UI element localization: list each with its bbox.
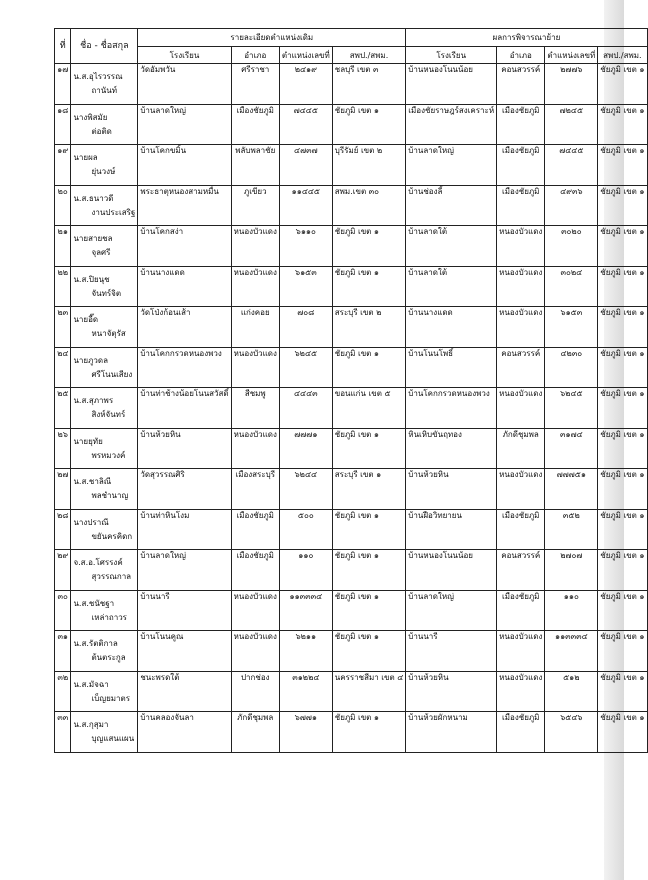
cell-old-school: วัดสุวรรณศิริ	[138, 469, 231, 510]
table-row	[55, 469, 648, 510]
cell-name	[71, 64, 138, 105]
table-row	[55, 712, 648, 753]
first-name: น.ส.ปิยนุช	[73, 274, 110, 284]
cell-no: ๓๒	[55, 671, 71, 712]
cell-new-position-no: ๒๗๗๖	[545, 64, 598, 105]
header-new-district: อำเภอ	[497, 47, 545, 64]
cell-old-school: บ้านนางแดด	[138, 266, 231, 307]
cell-name	[71, 671, 138, 712]
table-body	[55, 64, 648, 753]
cell-new-office: ชัยภูมิ เขต ๑	[598, 671, 647, 712]
header-old-position: รายละเอียดตำแหน่งเดิม	[138, 29, 406, 47]
cell-old-district: สีชมพู	[231, 388, 279, 429]
cell-old-school: บ้านโคกขมิ้น	[138, 145, 231, 186]
cell-new-office: ชัยภูมิ เขต ๑	[598, 388, 647, 429]
cell-old-position-no: ๗๗๗๑	[279, 428, 332, 469]
first-name: น.ส.มัจฉา	[73, 679, 109, 689]
first-name: จ.ส.อ.โศรรงค์	[73, 558, 123, 567]
cell-new-district: เมืองชัยภูมิ	[497, 590, 545, 631]
cell-old-position-no: ๑๑๐	[279, 550, 332, 591]
cell-no: ๑๗	[55, 64, 71, 105]
cell-no: ๓๑	[55, 631, 71, 672]
cell-new-school: หินเหิบขันฤทอง	[406, 428, 497, 469]
cell-new-position-no: ๕๑๒	[545, 671, 598, 712]
header-new-school: โรงเรียน	[406, 47, 497, 64]
cell-new-district: หนองบัวแดง	[497, 671, 545, 712]
cell-new-position-no: ๓๐๒๐	[545, 226, 598, 267]
cell-new-position-no: ๔๙๓๖	[545, 185, 598, 226]
cell-old-position-no: ๔๗๓๗	[279, 145, 332, 186]
first-name: น.ส.อุไรวรรณ	[73, 72, 123, 81]
cell-new-district: หนองบัวแดง	[497, 469, 545, 510]
cell-old-district: เมืองชัยภูมิ	[231, 509, 279, 550]
cell-new-district: คอนสวรรค์	[497, 550, 545, 591]
cell-new-district: เมืองชัยภูมิ	[497, 712, 545, 753]
cell-old-position-no: ๖๒๑๑	[279, 631, 332, 672]
cell-new-school: บ้านหนองโนนน้อย	[406, 550, 497, 591]
cell-old-position-no: ๔๔๔๓	[279, 388, 332, 429]
cell-old-school: บ้านท่าช้างน้อยโนนสวัสดิ์	[138, 388, 231, 429]
cell-old-school: วัดโป่งก้อนเส้า	[138, 307, 231, 348]
cell-new-school: บ้านฝือวิทยายน	[406, 509, 497, 550]
cell-old-position-no: ๗๐๘	[279, 307, 332, 348]
cell-old-position-no: ๒๔๑๙	[279, 64, 332, 105]
cell-new-school: บ้านห้วยหิน	[406, 469, 497, 510]
first-name: น.ส.ชาลิณี	[73, 477, 112, 486]
cell-new-position-no: ๗๔๔๕	[545, 145, 598, 186]
cell-old-position-no: ๖๑๕๓	[279, 266, 332, 307]
cell-new-school: บ้านนางแดด	[406, 307, 497, 348]
cell-new-office: ชัยภูมิ เขต ๑	[598, 590, 647, 631]
cell-name	[71, 631, 138, 672]
cell-new-office: ชัยภูมิ เขต ๑	[598, 226, 647, 267]
cell-new-district: เมืองชัยภูมิ	[497, 145, 545, 186]
cell-old-office: สระบุรี เขต ๒	[332, 307, 406, 348]
cell-no: ๒๔	[55, 347, 71, 388]
cell-new-school: บ้านโคกกรวดหนองพวง	[406, 388, 497, 429]
cell-no: ๓๐	[55, 590, 71, 631]
cell-new-district: หนองบัวแดง	[497, 266, 545, 307]
cell-new-office: ชัยภูมิ เขต ๑	[598, 509, 647, 550]
cell-new-school: บ้านนารี	[406, 631, 497, 672]
cell-old-district: หนองบัวแดง	[231, 226, 279, 267]
header-no: ที่	[55, 29, 71, 64]
cell-name	[71, 104, 138, 145]
table-row	[55, 428, 648, 469]
cell-no: ๒๖	[55, 428, 71, 469]
header-new-office: สพป./สพม.	[598, 47, 647, 64]
cell-old-office: ชัยภูมิ เขต ๑	[332, 712, 406, 753]
cell-name	[71, 388, 138, 429]
cell-old-school: บ้านท่าหินโงม	[138, 509, 231, 550]
cell-old-office: ชัยภูมิ เขต ๑	[332, 347, 406, 388]
cell-no: ๒๒	[55, 266, 71, 307]
cell-old-district: หนองบัวแดง	[231, 590, 279, 631]
cell-new-office: ชัยภูมิ เขต ๑	[598, 469, 647, 510]
first-name: นายอี๊ด	[73, 315, 99, 324]
last-name: พลชำนาญ	[91, 491, 129, 500]
cell-name	[71, 590, 138, 631]
header-old-position-no: ตำแหน่งเลขที่	[279, 47, 332, 64]
cell-name	[71, 469, 138, 510]
last-name: สุวรรณกาล	[91, 572, 132, 581]
cell-old-position-no: ๕๐๐	[279, 509, 332, 550]
header-new-position-no: ตำแหน่งเลขที่	[545, 47, 598, 64]
cell-old-office: ชัยภูมิ เขต ๑	[332, 226, 406, 267]
header-old-office: สพป./สพม.	[332, 47, 406, 64]
cell-new-position-no: ๗๗๗๕๑	[545, 469, 598, 510]
cell-name	[71, 550, 138, 591]
last-name: ขยันครคิดก	[91, 531, 133, 541]
cell-old-school: บ้านห้วยหิน	[138, 428, 231, 469]
cell-old-district: หนองบัวแดง	[231, 631, 279, 672]
header-old-district: อำเภอ	[231, 47, 279, 64]
last-name: ศรีโนนเสียง	[91, 369, 133, 379]
cell-no: ๒๓	[55, 307, 71, 348]
table-row	[55, 64, 648, 105]
cell-no: ๑๘	[55, 104, 71, 145]
cell-name	[71, 226, 138, 267]
cell-old-office: บุรีรัมย์ เขต ๒	[332, 145, 406, 186]
cell-no: ๒๑	[55, 226, 71, 267]
cell-new-school: บ้านห้วยหิน	[406, 671, 497, 712]
first-name: น.ส.ธนาวดี	[73, 193, 114, 203]
last-name: ยุ่นวงษ์	[91, 167, 116, 176]
cell-new-school: เมืองชัยราษฎร์สงเคราะห์	[406, 104, 497, 145]
first-name: นางพิสมัย	[73, 112, 108, 122]
cell-new-district: เมืองชัยภูมิ	[497, 104, 545, 145]
cell-new-office: ชัยภูมิ เขต ๑	[598, 104, 647, 145]
cell-name	[71, 347, 138, 388]
cell-old-office: ชลบุรี เขต ๓	[332, 64, 406, 105]
cell-new-district: เมืองชัยภูมิ	[497, 509, 545, 550]
cell-old-school: บ้านโคกสง่า	[138, 226, 231, 267]
table-row	[55, 550, 648, 591]
last-name: ถานันท์	[91, 86, 117, 95]
cell-new-position-no: ๖๕๔๖	[545, 712, 598, 753]
cell-old-district: ศรีราชา	[231, 64, 279, 105]
cell-new-school: บ้านลาดใหญ่	[406, 145, 497, 186]
last-name: สิงห์จันทร์	[91, 410, 126, 419]
first-name: นางปราณี	[73, 517, 109, 527]
header-row-1	[55, 29, 648, 47]
cell-no: ๒๐	[55, 185, 71, 226]
cell-no: ๓๓	[55, 712, 71, 753]
cell-new-position-no: ๔๒๓๐	[545, 347, 598, 388]
cell-new-office: ชัยภูมิ เขต ๑	[598, 550, 647, 591]
cell-new-district: คอนสวรรค์	[497, 64, 545, 105]
cell-old-office: ชัยภูมิ เขต ๑	[332, 590, 406, 631]
cell-old-school: พระธาตุหนองสามหมื่น	[138, 185, 231, 226]
cell-new-district: หนองบัวแดง	[497, 307, 545, 348]
cell-old-office: ชัยภูมิ เขต ๑	[332, 509, 406, 550]
table-row	[55, 509, 648, 550]
cell-no: ๒๗	[55, 469, 71, 510]
header-old-school: โรงเรียน	[138, 47, 231, 64]
cell-old-position-no: ๖๒๔๔	[279, 469, 332, 510]
cell-new-district: หนองบัวแดง	[497, 226, 545, 267]
cell-old-office: ชัยภูมิ เขต ๑	[332, 550, 406, 591]
cell-new-position-no: ๓๑๗๔	[545, 428, 598, 469]
cell-old-district: ภักดีชุมพล	[231, 712, 279, 753]
cell-old-position-no: ๗๔๔๕	[279, 104, 332, 145]
cell-old-office: ชัยภูมิ เขต ๑	[332, 428, 406, 469]
first-name: น.ส.กุสุมา	[73, 720, 109, 729]
cell-new-position-no: ๑๑๐	[545, 590, 598, 631]
cell-no: ๒๕	[55, 388, 71, 429]
last-name: งานประเสริฐ	[91, 207, 136, 217]
cell-new-school: บ้านลาดใต้	[406, 226, 497, 267]
cell-old-district: เมืองชัยภูมิ	[231, 104, 279, 145]
cell-name	[71, 185, 138, 226]
cell-no: ๒๙	[55, 550, 71, 591]
cell-new-district: คอนสวรรค์	[497, 347, 545, 388]
cell-new-position-no: ๓๕๒	[545, 509, 598, 550]
cell-name	[71, 307, 138, 348]
cell-old-position-no: ๑๑๔๔๕	[279, 185, 332, 226]
cell-new-office: ชัยภูมิ เขต ๑	[598, 266, 647, 307]
cell-old-position-no: ๓๑๒๒๔	[279, 671, 332, 712]
first-name: น.ส.รัตติกาล	[73, 639, 118, 648]
cell-old-district: เมืองชัยภูมิ	[231, 550, 279, 591]
cell-old-district: หนองบัวแดง	[231, 428, 279, 469]
cell-new-school: บ้านโนนโพธิ์	[406, 347, 497, 388]
cell-old-position-no: ๖๗๗๑	[279, 712, 332, 753]
transfer-table	[54, 28, 648, 753]
first-name: นายสายชล	[73, 234, 113, 243]
cell-name	[71, 266, 138, 307]
cell-old-school: บ้านโคกกรวดหนองพวง	[138, 347, 231, 388]
last-name: พรหมวงค์	[91, 450, 126, 460]
cell-no: ๒๘	[55, 509, 71, 550]
table-row	[55, 185, 648, 226]
cell-old-school: วัดอัมพวัน	[138, 64, 231, 105]
table-row	[55, 226, 648, 267]
cell-new-district: หนองบัวแดง	[497, 388, 545, 429]
cell-old-district: หนองบัวแดง	[231, 266, 279, 307]
cell-old-school: บ้านนารี	[138, 590, 231, 631]
cell-old-school: บ้านคลองจันลา	[138, 712, 231, 753]
table-row	[55, 631, 648, 672]
cell-name	[71, 428, 138, 469]
cell-old-district: เมืองสระบุรี	[231, 469, 279, 510]
last-name: ต่อติด	[91, 126, 112, 136]
cell-old-position-no: ๖๒๔๕	[279, 347, 332, 388]
cell-old-office: ชัยภูมิ เขต ๑	[332, 631, 406, 672]
last-name: บุญแสนแผน	[91, 734, 135, 743]
first-name: นายยุทัย	[73, 436, 103, 446]
cell-new-office: ชัยภูมิ เขต ๑	[598, 712, 647, 753]
cell-new-district: หนองบัวแดง	[497, 631, 545, 672]
table-row	[55, 145, 648, 186]
header-row-2	[55, 47, 648, 64]
first-name: น.ส.ชนัชฐา	[73, 598, 115, 608]
cell-new-school: บ้านลาดใหญ่	[406, 590, 497, 631]
cell-old-position-no: ๑๑๓๓๓๔	[279, 590, 332, 631]
table-row	[55, 590, 648, 631]
last-name: เหล่าถาวร	[91, 612, 127, 622]
cell-old-district: พลับพลาชัย	[231, 145, 279, 186]
table-row	[55, 388, 648, 429]
first-name: นายภูวดล	[73, 355, 108, 365]
cell-old-school: บ้านโนนคูณ	[138, 631, 231, 672]
cell-new-school: บ้านช่องลี้	[406, 185, 497, 226]
cell-new-school: บ้านหนองโนนน้อย	[406, 64, 497, 105]
cell-new-position-no: ๗๒๔๕	[545, 104, 598, 145]
cell-old-school: บ้านลาดใหญ่	[138, 104, 231, 145]
cell-old-position-no: ๖๑๑๐	[279, 226, 332, 267]
last-name: จันทร์จิต	[91, 288, 122, 298]
first-name: นายผล	[73, 153, 98, 162]
cell-old-district: หนองบัวแดง	[231, 347, 279, 388]
cell-new-office: ชัยภูมิ เขต ๑	[598, 347, 647, 388]
cell-new-position-no: ๖๒๔๕	[545, 388, 598, 429]
cell-new-office: ชัยภูมิ เขต ๑	[598, 307, 647, 348]
first-name: น.ส.สุภาพร	[73, 396, 114, 405]
cell-new-office: ชัยภูมิ เขต ๑	[598, 428, 647, 469]
cell-name	[71, 145, 138, 186]
cell-old-district: ภูเขียว	[231, 185, 279, 226]
table-row	[55, 266, 648, 307]
last-name: เบ็ญยมาตร	[91, 693, 131, 703]
header-name: ชื่อ - ชื่อสกุล	[71, 29, 138, 64]
cell-new-position-no: ๖๑๕๓	[545, 307, 598, 348]
cell-old-office: ชัยภูมิ เขต ๑	[332, 266, 406, 307]
cell-old-office: สพม.เขต ๓๐	[332, 185, 406, 226]
cell-old-office: นครราชสีมา เขต ๔	[332, 671, 406, 712]
cell-new-district: ภักดีชุมพล	[497, 428, 545, 469]
last-name: จุลศรี	[91, 248, 111, 257]
header-transfer-result: ผลการพิจารณาย้าย	[406, 29, 647, 47]
last-name: ต้นตระกูล	[91, 653, 126, 662]
cell-name	[71, 712, 138, 753]
last-name: หนาจัตุรัส	[91, 329, 126, 338]
cell-old-school: บ้านลาดใหญ่	[138, 550, 231, 591]
cell-new-office: ชัยภูมิ เขต ๑	[598, 64, 647, 105]
cell-new-school: บ้านห้วยผักหนาม	[406, 712, 497, 753]
table-row	[55, 307, 648, 348]
table-row	[55, 671, 648, 712]
table-row	[55, 104, 648, 145]
cell-old-office: สระบุรี เขต ๑	[332, 469, 406, 510]
cell-new-district: เมืองชัยภูมิ	[497, 185, 545, 226]
table-row	[55, 347, 648, 388]
cell-new-position-no: ๒๗๐๗	[545, 550, 598, 591]
cell-new-office: ชัยภูมิ เขต ๑	[598, 185, 647, 226]
cell-new-position-no: ๓๐๒๔	[545, 266, 598, 307]
cell-old-school: ชนะพรดใต้	[138, 671, 231, 712]
cell-old-district: แก่งคอย	[231, 307, 279, 348]
cell-new-school: บ้านลาดใต้	[406, 266, 497, 307]
cell-old-office: ชัยภูมิ เขต ๑	[332, 104, 406, 145]
cell-old-district: ปากช่อง	[231, 671, 279, 712]
cell-new-office: ชัยภูมิ เขต ๑	[598, 631, 647, 672]
cell-new-position-no: ๑๑๓๓๓๔	[545, 631, 598, 672]
cell-old-office: ขอนแก่น เขต ๕	[332, 388, 406, 429]
cell-name	[71, 509, 138, 550]
cell-new-office: ชัยภูมิ เขต ๑	[598, 145, 647, 186]
cell-no: ๑๙	[55, 145, 71, 186]
